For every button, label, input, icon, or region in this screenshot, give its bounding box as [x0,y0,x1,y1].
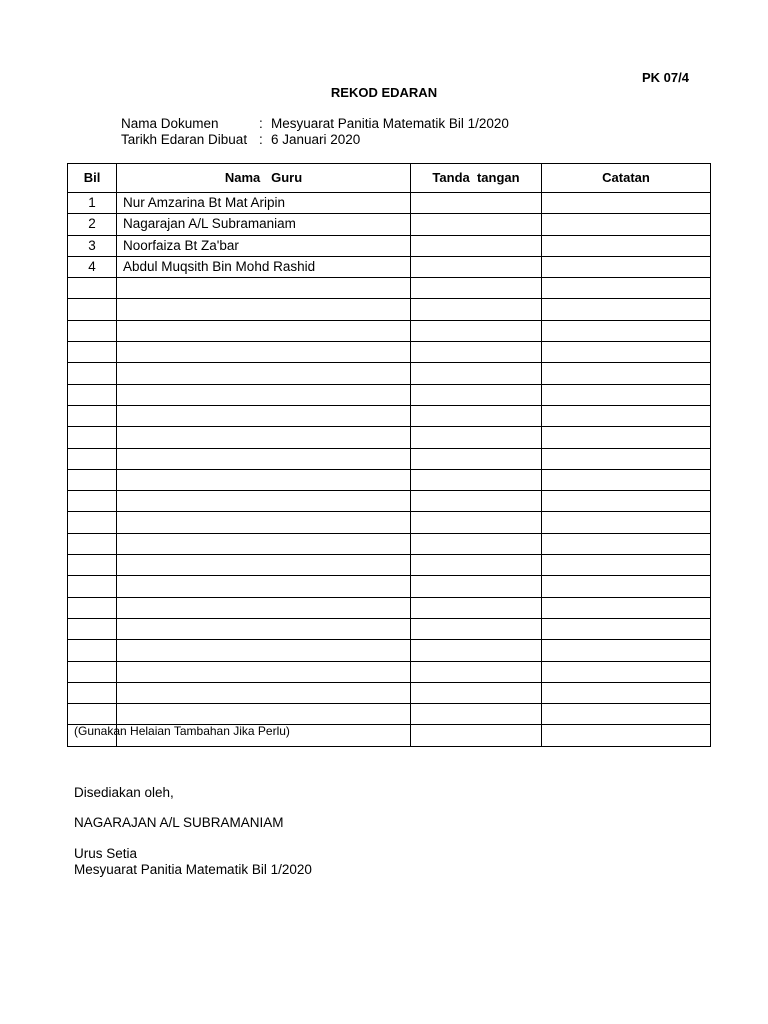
row-number-cell [68,597,117,618]
teacher-name-cell [117,555,411,576]
table-row [68,555,711,576]
table-row [68,618,711,639]
remarks-cell [542,363,711,384]
teacher-name-cell [117,682,411,703]
teacher-name-cell [117,533,411,554]
signature-cell [411,597,542,618]
table-row [68,661,711,682]
row-number-cell: 4 [68,256,117,277]
teacher-name-cell [117,278,411,299]
table-row [68,405,711,426]
teacher-name-cell: Nagarajan A/L Subramaniam [117,214,411,235]
signature-cell [411,725,542,746]
remarks-cell [542,640,711,661]
remarks-cell [542,427,711,448]
remarks-cell [542,491,711,512]
signature-cell [411,278,542,299]
teacher-name-cell [117,661,411,682]
doc-name-value: Mesyuarat Panitia Matematik Bil 1/2020 [271,116,509,131]
signature-cell [411,555,542,576]
row-number-cell [68,278,117,299]
document-meta [121,116,509,148]
signature-cell [411,704,542,725]
table-row [68,214,711,235]
teacher-name-cell [117,704,411,725]
row-number-cell: 3 [68,235,117,256]
page-title: REKOD EDARAN [330,85,438,100]
signature-cell [411,491,542,512]
row-number-cell [68,640,117,661]
doc-name-separator: : [259,116,263,131]
row-number-cell [68,512,117,533]
meeting-name: Mesyuarat Panitia Matematik Bil 1/2020 [74,862,312,877]
row-number-cell [68,469,117,490]
signature-cell [411,320,542,341]
signature-cell [411,576,542,597]
header-tanda-tangan: Tanda tangan [411,164,542,193]
date-separator: : [259,132,263,147]
header-catatan: Catatan [542,164,711,193]
table-row [68,640,711,661]
table-row [68,682,711,703]
table-row [68,533,711,554]
document-code: PK 07/4 [642,70,689,85]
distribution-table [67,163,711,747]
remarks-cell [542,278,711,299]
remarks-cell [542,256,711,277]
signature-cell [411,469,542,490]
signature-cell [411,427,542,448]
teacher-name-cell [117,405,411,426]
table-row [68,299,711,320]
teacher-name-cell [117,640,411,661]
table-row [68,384,711,405]
row-number-cell [68,555,117,576]
remarks-cell [542,235,711,256]
row-number-cell [68,342,117,363]
signature-cell [411,363,542,384]
row-number-cell [68,363,117,384]
remarks-cell [542,405,711,426]
remarks-cell [542,384,711,405]
date-row [121,132,509,148]
table-row [68,256,711,277]
teacher-name-cell: Nur Amzarina Bt Mat Aripin [117,193,411,214]
remarks-cell [542,533,711,554]
remarks-cell [542,448,711,469]
remarks-cell [542,512,711,533]
signature-cell [411,405,542,426]
remarks-cell [542,704,711,725]
signature-cell [411,618,542,639]
teacher-name-cell [117,363,411,384]
remarks-cell [542,469,711,490]
signature-cell [411,512,542,533]
teacher-name-cell [117,427,411,448]
teacher-name-cell [117,342,411,363]
row-number-cell [68,491,117,512]
table-row [68,448,711,469]
table-row [68,491,711,512]
signature-cell [411,533,542,554]
signature-cell [411,256,542,277]
remarks-cell [542,193,711,214]
header-bil: Bil [68,164,117,193]
doc-name-row [121,116,509,132]
remarks-cell [542,342,711,363]
teacher-name-cell [117,618,411,639]
signature-cell [411,640,542,661]
remarks-cell [542,725,711,746]
date-value: 6 Januari 2020 [271,132,361,147]
row-number-cell [68,618,117,639]
table-header-row [68,164,711,193]
teacher-name-cell [117,512,411,533]
table-row [68,427,711,448]
remarks-cell [542,299,711,320]
doc-name-label: Nama Dokumen [121,116,219,131]
teacher-name-cell [117,469,411,490]
signature-cell [411,448,542,469]
preparer-name: NAGARAJAN A/L SUBRAMANIAM [74,815,284,830]
remarks-cell [542,682,711,703]
signature-cell [411,342,542,363]
table-body [68,193,711,747]
row-number-cell [68,405,117,426]
signature-cell [411,214,542,235]
preparer-role: Urus Setia [74,846,138,861]
row-number-cell [68,682,117,703]
row-number-cell [68,320,117,341]
row-number-cell [68,427,117,448]
row-number-cell: 1 [68,193,117,214]
table-row [68,597,711,618]
date-label: Tarikh Edaran Dibuat [121,132,248,147]
signature-cell [411,661,542,682]
remarks-cell [542,214,711,235]
table-row [68,320,711,341]
table-row [68,512,711,533]
row-number-cell [68,704,117,725]
teacher-name-cell: Abdul Muqsith Bin Mohd Rashid [117,256,411,277]
teacher-name-cell [117,384,411,405]
row-number-cell [68,448,117,469]
header-nama-guru: Nama Guru [117,164,411,193]
row-number-cell [68,299,117,320]
row-number-cell: 2 [68,214,117,235]
row-number-cell [68,533,117,554]
table-row [68,193,711,214]
table-row [68,235,711,256]
remarks-cell [542,320,711,341]
table-row [68,469,711,490]
teacher-name-cell [117,597,411,618]
teacher-name-cell [117,320,411,341]
remarks-cell [542,576,711,597]
table-row [68,363,711,384]
teacher-name-cell [117,448,411,469]
row-number-cell [68,384,117,405]
teacher-name-cell [117,576,411,597]
row-number-cell [68,661,117,682]
signature-cell [411,193,542,214]
signature-cell [411,235,542,256]
additional-sheet-note: (Gunakan Helaian Tambahan Jika Perlu) [74,724,290,738]
remarks-cell [542,618,711,639]
table-row [68,576,711,597]
remarks-cell [542,597,711,618]
table-row [68,342,711,363]
signature-cell [411,682,542,703]
signature-cell [411,299,542,320]
teacher-name-cell [117,299,411,320]
prepared-by-label: Disediakan oleh, [74,785,174,800]
table-row [68,278,711,299]
teacher-name-cell [117,491,411,512]
signature-cell [411,384,542,405]
row-number-cell [68,576,117,597]
teacher-name-cell: Noorfaiza Bt Za'bar [117,235,411,256]
remarks-cell [542,555,711,576]
remarks-cell [542,661,711,682]
table-row [68,704,711,725]
